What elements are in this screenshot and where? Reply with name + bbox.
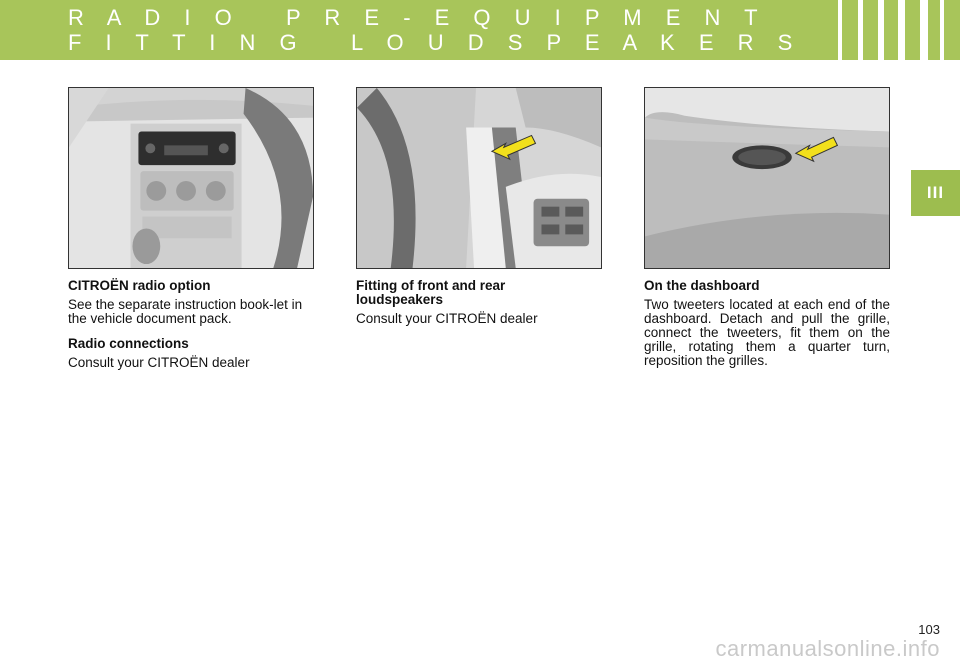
text-fitting-loudspeakers: Consult your CITROËN dealer: [356, 311, 538, 326]
heading-on-dashboard: On the dashboard: [644, 278, 760, 293]
title-line-2: F I T T I N G L O U D S P E A K E R S: [68, 30, 802, 55]
text-on-dashboard: Two tweeters located at each end of the dashboard. Detach and pull the grille, connect the tweeters, fit them on the grille, rotating them a quarter turn, reposition the grilles.: [644, 297, 890, 368]
page-title: [68, 5, 801, 55]
header-banner: [0, 0, 960, 60]
column-dashboard: [644, 279, 890, 379]
photo-radio-console: [68, 87, 314, 269]
dashboard-tweeter-illustration: [645, 88, 889, 268]
decor-stripe: [898, 0, 905, 60]
watermark: carmanualsonline.info: [715, 636, 940, 661]
photo-dashboard-tweeter: [644, 87, 890, 269]
radio-console-illustration: [69, 88, 313, 268]
text-radio-connections: Consult your CITROËN dealer: [68, 355, 250, 370]
text-radio-option: See the separate instruction book-let in the vehicle document pack.: [68, 297, 303, 326]
chapter-tab[interactable]: III: [911, 170, 960, 216]
decor-stripe: [838, 0, 842, 60]
door-speaker-illustration: [357, 88, 601, 268]
column-radio-option: [68, 279, 318, 381]
decor-stripe: [920, 0, 928, 60]
photo-door-speaker: [356, 87, 602, 269]
decor-stripe: [878, 0, 884, 60]
column-loudspeakers: [356, 279, 576, 337]
page-number: 103: [918, 622, 940, 637]
heading-radio-connections: Radio connections: [68, 336, 189, 351]
title-line-1: R A D I O P R E - E Q U I P M E N T: [68, 5, 767, 30]
decor-stripe: [858, 0, 863, 60]
decor-stripe: [940, 0, 944, 60]
heading-citroen-radio-option: CITROËN radio option: [68, 278, 211, 293]
heading-fitting-loudspeakers: Fitting of front and rear loudspeakers: [356, 278, 506, 307]
